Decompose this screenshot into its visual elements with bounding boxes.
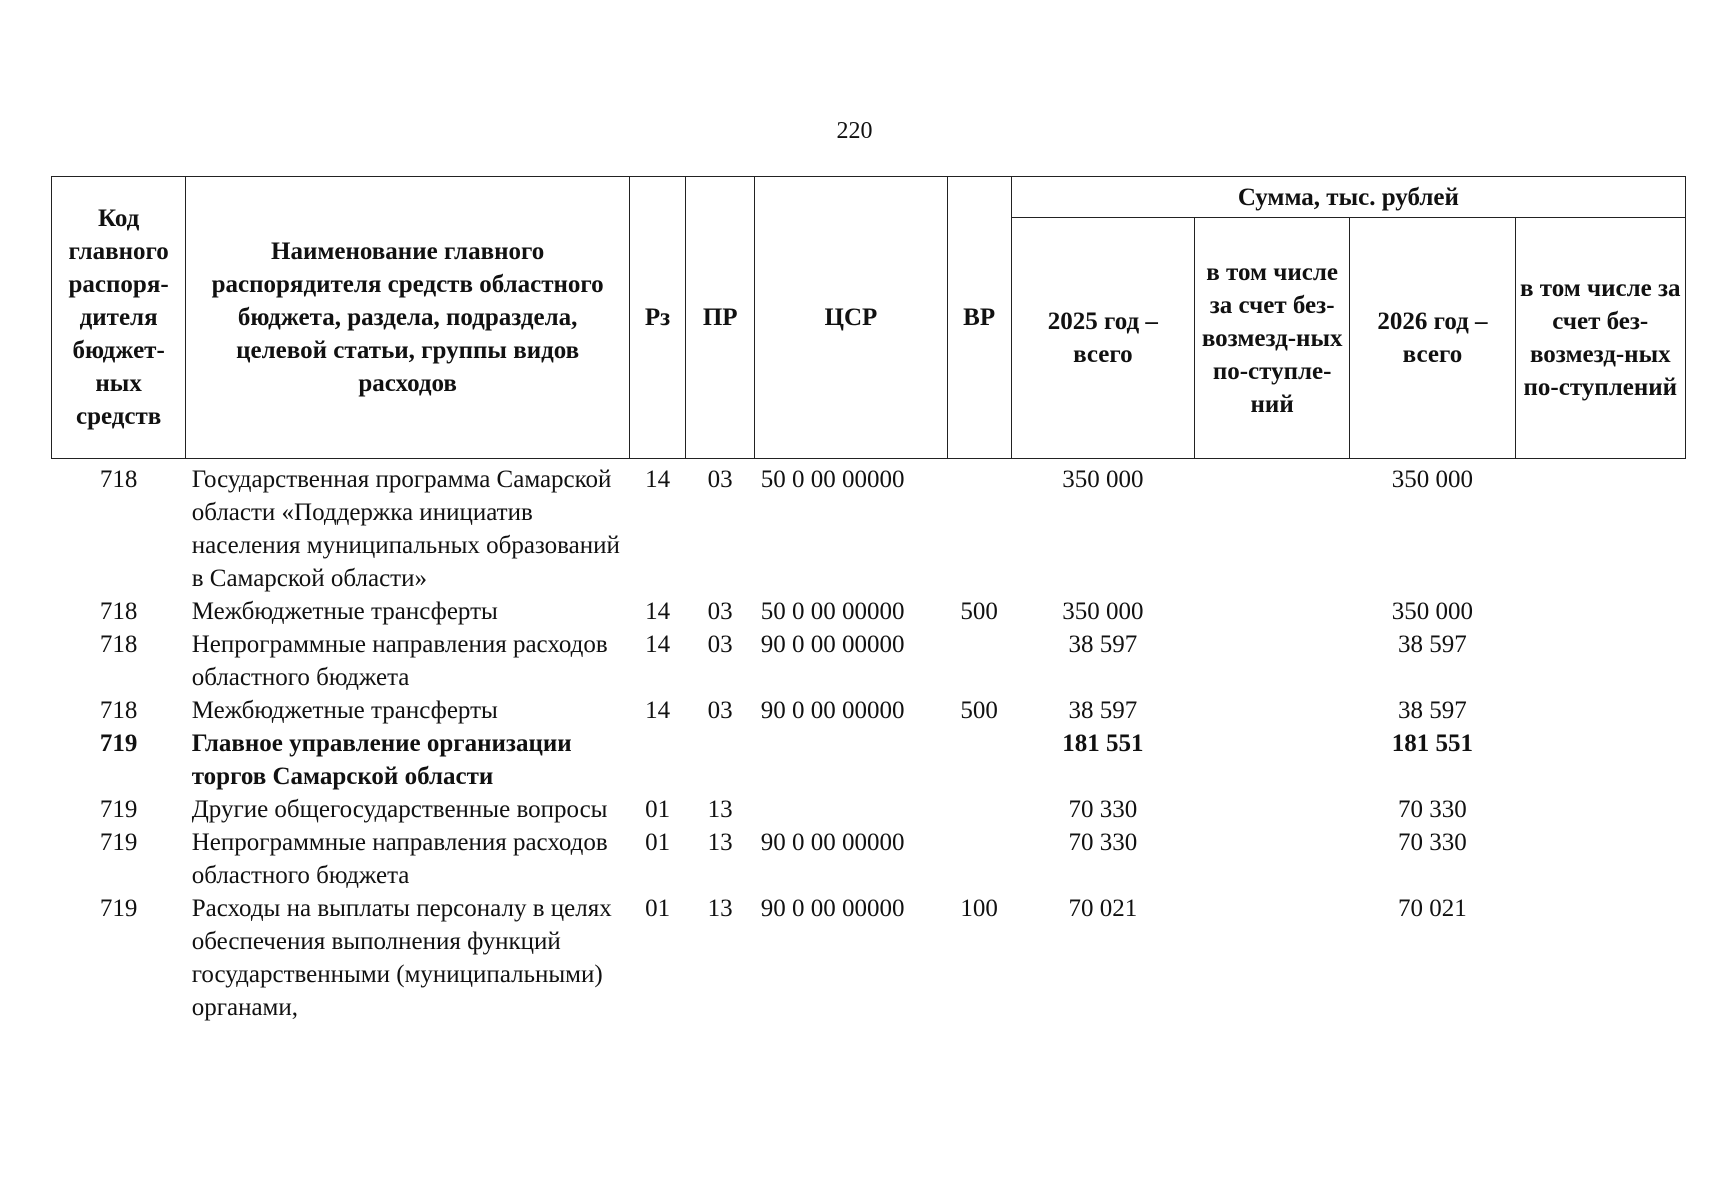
- sum-2025-cell: 38 597: [1068, 697, 1138, 724]
- rz-cell: 14: [645, 631, 671, 658]
- header-code: Код главного распоря-дителя бюджет-ных средств: [52, 177, 186, 459]
- header-2026-free: в том числе за счет без-возмезд-ных по-ступлений: [1515, 218, 1685, 459]
- header-2025-total: 2025 год – всего: [1011, 218, 1194, 459]
- sum-2026-cell: 181 551: [1391, 730, 1474, 757]
- sum-2025-cell: 70 021: [1068, 895, 1138, 922]
- sum-2026-cell: 350 000: [1391, 598, 1474, 625]
- vr-cell: 500: [960, 598, 998, 625]
- table-row: [52, 459, 1686, 596]
- free-2026-cell: [1515, 826, 1685, 892]
- code-cell: 718: [99, 598, 138, 625]
- sum-2026-cell: 70 021: [1398, 895, 1467, 922]
- header-name: Наименование главного распорядителя средств областного бюджета, раздела, подраздела, целевой статьи, группы видов расходов: [186, 177, 630, 459]
- free-2025-cell: [1195, 628, 1350, 694]
- free-2025-cell: [1195, 459, 1350, 596]
- free-2026-cell: [1515, 459, 1685, 596]
- name-cell: Расходы на выплаты персоналу в целях обеспечения выполнения функций государственными (муниципальными) органами,: [191, 895, 612, 1021]
- free-2026-cell: [1515, 628, 1685, 694]
- sum-2025-cell: 181 551: [1062, 730, 1144, 757]
- free-2025-cell: [1195, 793, 1350, 826]
- code-cell: 718: [99, 466, 138, 493]
- pr-cell: 03: [707, 631, 733, 658]
- csr-cell: 90 0 00 00000: [760, 631, 905, 658]
- name-cell: Непрограммные направления расходов областного бюджета: [191, 631, 608, 691]
- table-row: [52, 892, 1686, 1024]
- rz-cell: [630, 727, 686, 793]
- csr-cell: [755, 793, 947, 826]
- pr-cell: 03: [707, 697, 733, 724]
- free-2025-cell: [1195, 694, 1350, 727]
- code-cell: 719: [99, 829, 138, 856]
- free-2026-cell: [1515, 595, 1685, 628]
- name-cell: Государственная программа Самарской области «Поддержка инициатив населения муниципальных образований в Самарской области»: [191, 466, 620, 592]
- vr-cell: [947, 727, 1011, 793]
- budget-table: [51, 176, 1686, 1024]
- pr-cell: 03: [707, 466, 733, 493]
- name-cell: Межбюджетные трансферты: [191, 697, 498, 724]
- sum-2026-cell: 38 597: [1398, 697, 1467, 724]
- header-2026-total: 2026 год – всего: [1350, 218, 1515, 459]
- table-row: [52, 826, 1686, 892]
- csr-cell: 50 0 00 00000: [760, 598, 905, 625]
- free-2026-cell: [1515, 793, 1685, 826]
- sum-2025-cell: 38 597: [1068, 631, 1138, 658]
- table-row: [52, 694, 1686, 727]
- sum-2026-cell: 70 330: [1398, 796, 1467, 823]
- sum-2026-cell: 70 330: [1398, 829, 1467, 856]
- sum-2025-cell: 350 000: [1062, 598, 1144, 625]
- sum-2026-cell: 350 000: [1391, 466, 1474, 493]
- vr-cell: [947, 459, 1011, 596]
- csr-cell: 50 0 00 00000: [760, 466, 905, 493]
- code-cell: 719: [99, 895, 138, 922]
- csr-cell: [755, 727, 947, 793]
- pr-cell: [686, 727, 755, 793]
- header-2025-free: в том числе за счет без-возмезд-ных по-ступле-ний: [1195, 218, 1350, 459]
- rz-cell: 01: [645, 829, 671, 856]
- name-cell: Главное управление организации торгов Самарской области: [191, 730, 572, 790]
- vr-cell: [947, 793, 1011, 826]
- free-2025-cell: [1195, 826, 1350, 892]
- table-row: [52, 793, 1686, 826]
- pr-cell: 03: [707, 598, 733, 625]
- pr-cell: 13: [707, 895, 733, 922]
- table-row: [52, 727, 1686, 793]
- header-pr: ПР: [686, 177, 755, 459]
- header-sum-group: Сумма, тыс. рублей: [1011, 177, 1685, 218]
- rz-cell: 01: [645, 796, 671, 823]
- name-cell: Непрограммные направления расходов областного бюджета: [191, 829, 608, 889]
- code-cell: 718: [99, 697, 138, 724]
- sum-2026-cell: 38 597: [1398, 631, 1467, 658]
- free-2026-cell: [1515, 694, 1685, 727]
- rz-cell: 01: [645, 895, 671, 922]
- vr-cell: [947, 628, 1011, 694]
- code-cell: 719: [99, 796, 138, 823]
- pr-cell: 13: [707, 796, 733, 823]
- name-cell: Межбюджетные трансферты: [191, 598, 498, 625]
- sum-2025-cell: 70 330: [1068, 829, 1138, 856]
- name-cell: Другие общегосударственные вопросы: [191, 796, 608, 823]
- pr-cell: 13: [707, 829, 733, 856]
- table-row: [52, 595, 1686, 628]
- sum-2025-cell: 350 000: [1062, 466, 1144, 493]
- sum-2025-cell: 70 330: [1068, 796, 1138, 823]
- rz-cell: 14: [645, 598, 671, 625]
- free-2025-cell: [1195, 892, 1350, 1024]
- free-2026-cell: [1515, 727, 1685, 793]
- header-csr: ЦСР: [755, 177, 947, 459]
- csr-cell: 90 0 00 00000: [760, 697, 905, 724]
- vr-cell: 500: [960, 697, 998, 724]
- code-cell: 719: [99, 730, 138, 757]
- table-body: [52, 459, 1686, 1025]
- table-header: [52, 177, 1686, 459]
- csr-cell: 90 0 00 00000: [760, 895, 905, 922]
- free-2025-cell: [1195, 727, 1350, 793]
- free-2025-cell: [1195, 595, 1350, 628]
- vr-cell: [947, 826, 1011, 892]
- csr-cell: 90 0 00 00000: [760, 829, 905, 856]
- rz-cell: 14: [645, 697, 671, 724]
- header-vr: ВР: [947, 177, 1011, 459]
- header-rz: Рз: [630, 177, 686, 459]
- free-2026-cell: [1515, 892, 1685, 1024]
- table-row: [52, 628, 1686, 694]
- rz-cell: 14: [645, 466, 671, 493]
- vr-cell: 100: [960, 895, 998, 922]
- code-cell: 718: [99, 631, 138, 658]
- page-number: 220: [836, 118, 873, 144]
